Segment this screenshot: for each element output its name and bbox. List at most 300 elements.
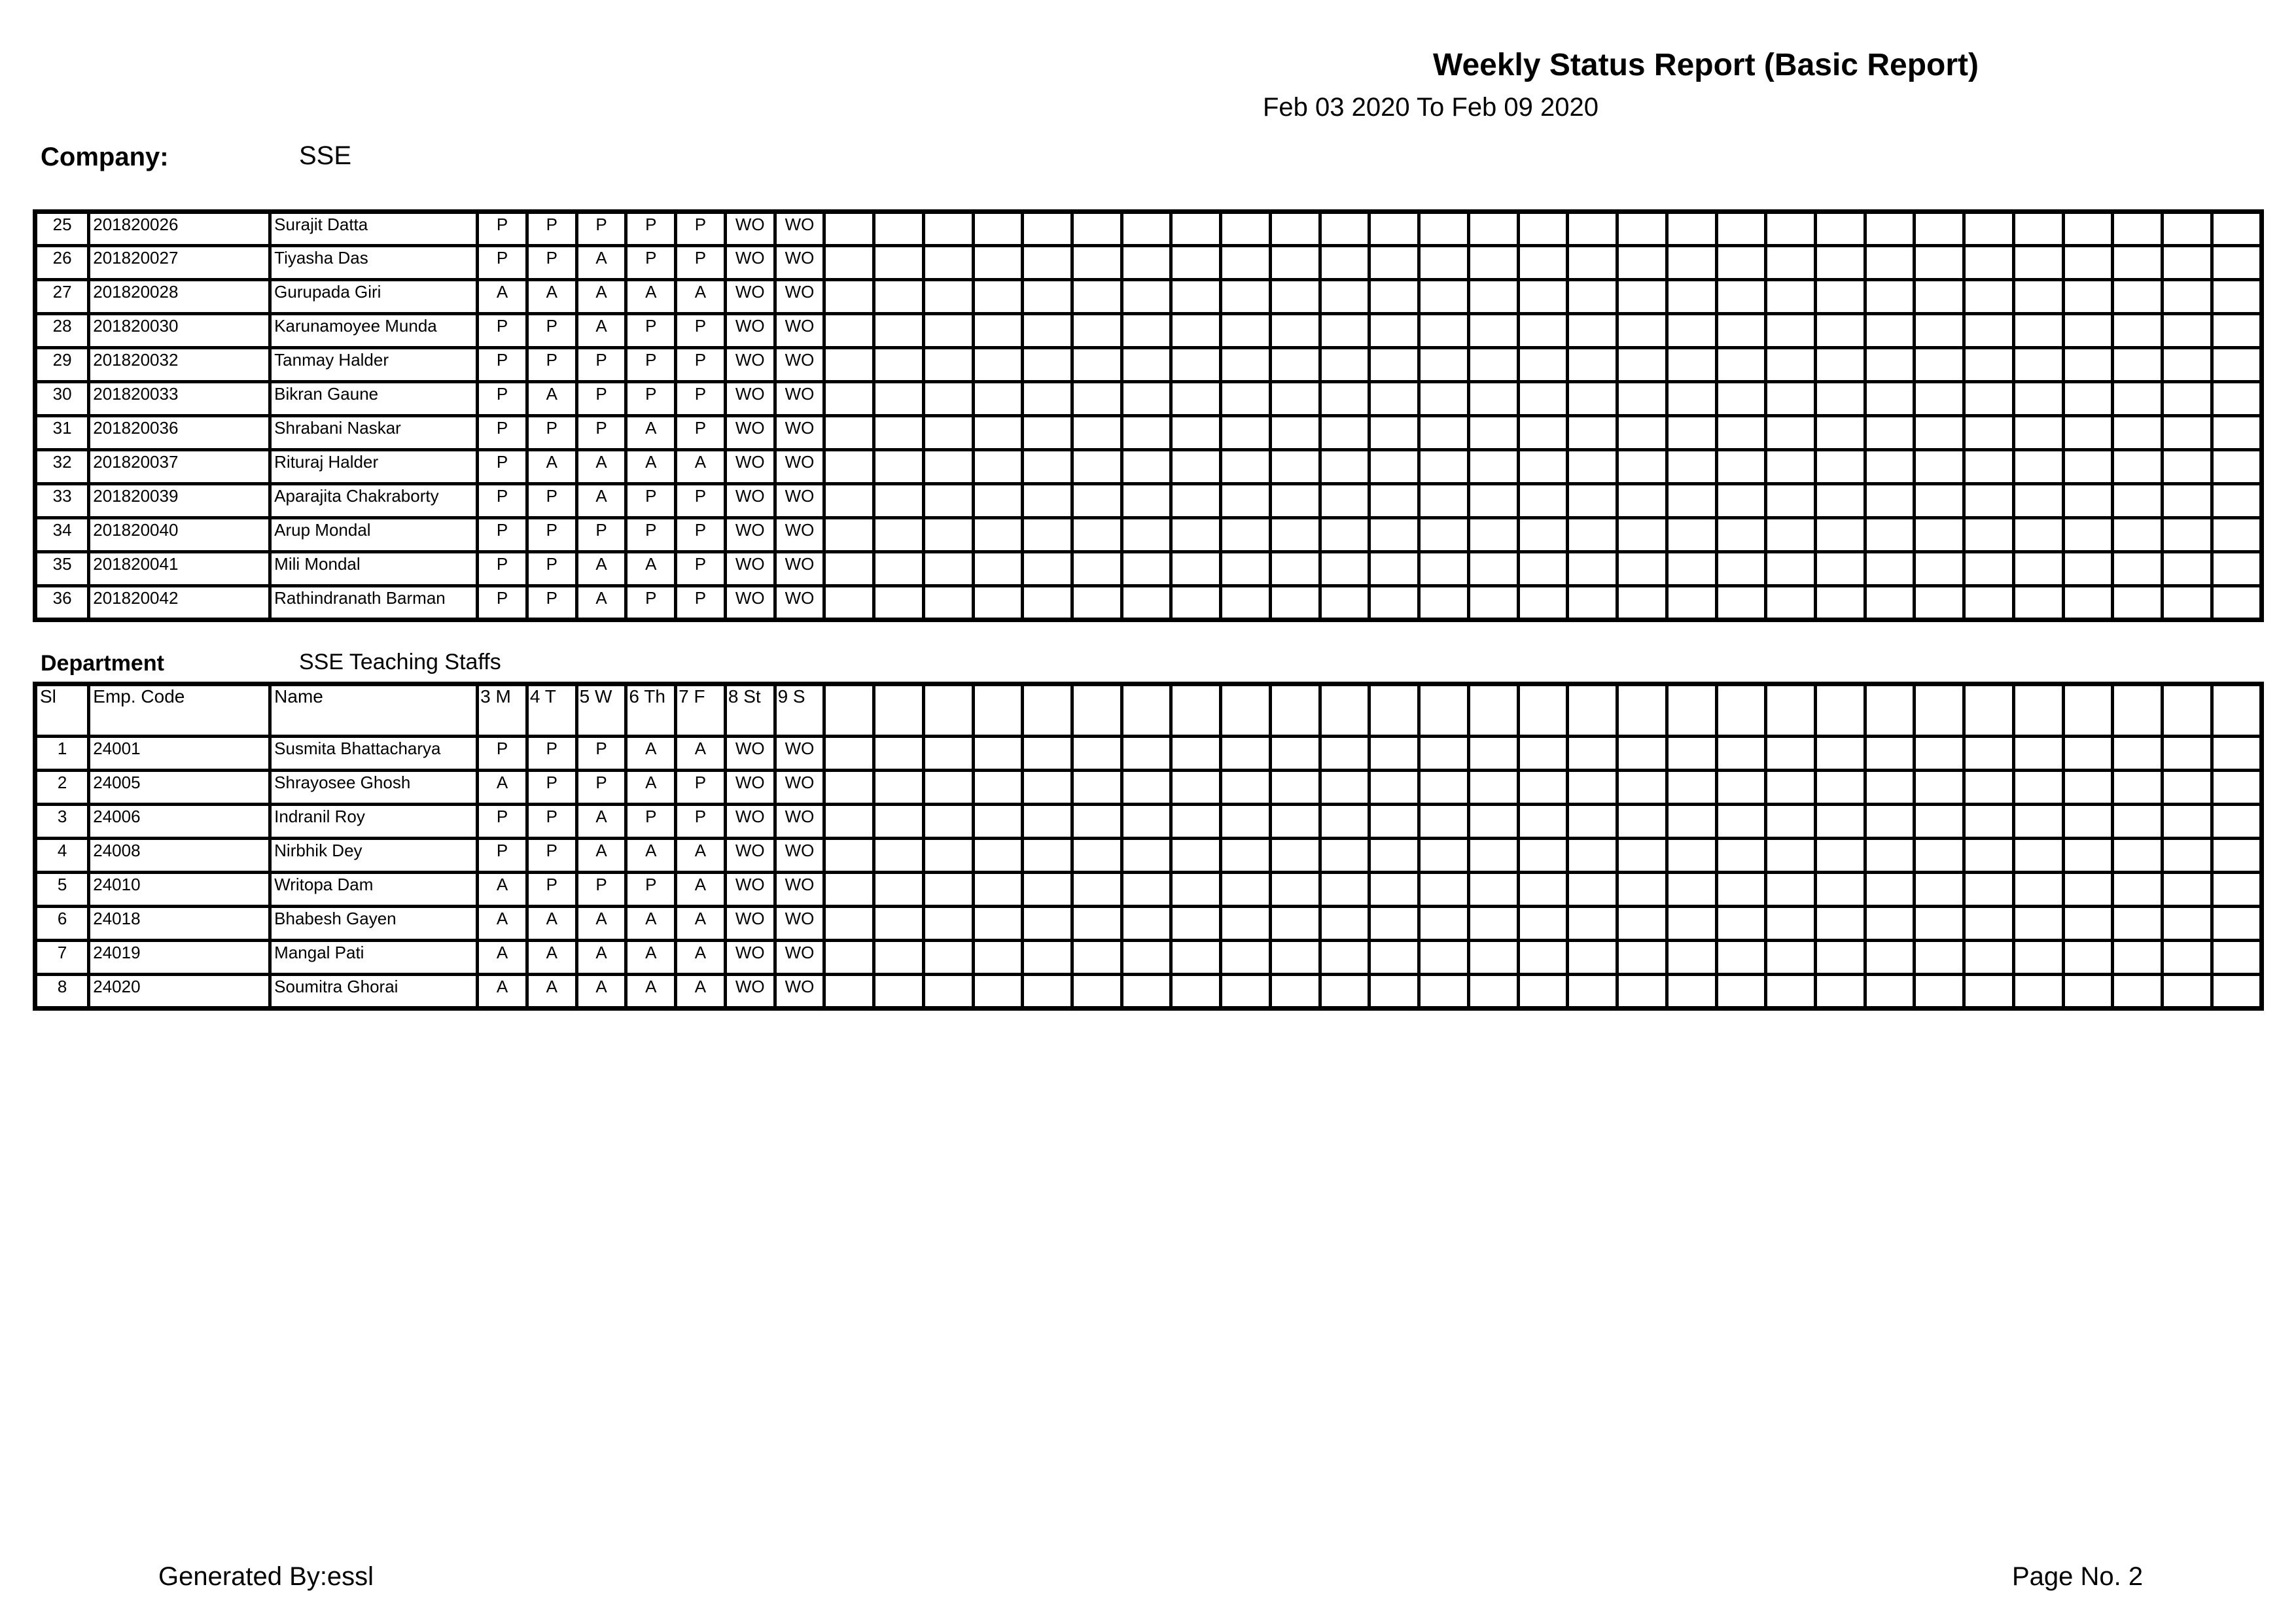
empty-cell: [973, 382, 1023, 416]
empty-cell: [874, 907, 924, 941]
empty-cell: [1122, 552, 1171, 586]
empty-cell: [874, 771, 924, 805]
empty-cell: [2163, 907, 2212, 941]
empty-cell: [1122, 484, 1171, 518]
empty-cell: [1221, 684, 1271, 737]
empty-cell: [2212, 941, 2261, 975]
report-title: Weekly Status Report (Basic Report): [1433, 48, 1979, 82]
empty-cell: [824, 907, 874, 941]
emp-code-cell: 24001: [89, 737, 270, 771]
empty-cell: [874, 314, 924, 348]
empty-cell: [1419, 907, 1469, 941]
empty-cell: [1468, 484, 1518, 518]
empty-cell: [1766, 450, 1816, 484]
empty-cell: [1221, 941, 1271, 975]
day-status-cell: WO: [775, 314, 824, 348]
day-status-cell: P: [478, 246, 527, 280]
day-status-cell: P: [527, 518, 576, 552]
empty-cell: [1122, 280, 1171, 314]
empty-cell: [1023, 737, 1072, 771]
emp-code-cell: 24006: [89, 805, 270, 839]
empty-cell: [1716, 382, 1766, 416]
empty-cell: [2163, 805, 2212, 839]
day-status-cell: WO: [775, 771, 824, 805]
empty-cell: [2163, 684, 2212, 737]
empty-cell: [1518, 450, 1568, 484]
empty-cell: [1369, 839, 1419, 873]
empty-cell: [1568, 684, 1617, 737]
day-status-cell: A: [676, 737, 726, 771]
empty-cell: [1766, 907, 1816, 941]
day-status-cell: P: [527, 314, 576, 348]
empty-cell: [1419, 873, 1469, 907]
empty-cell: [1816, 975, 1865, 1009]
day-status-cell: A: [527, 280, 576, 314]
empty-cell: [1865, 839, 1915, 873]
empty-cell: [1171, 586, 1221, 620]
empty-cell: [1568, 382, 1617, 416]
empty-cell: [1468, 280, 1518, 314]
empty-cell: [1320, 416, 1369, 450]
empty-cell: [1122, 382, 1171, 416]
emp-code-cell: 201820033: [89, 382, 270, 416]
empty-cell: [1568, 941, 1617, 975]
empty-cell: [1270, 382, 1320, 416]
empty-cell: [1667, 907, 1716, 941]
empty-cell: [1468, 314, 1518, 348]
empty-cell: [1072, 975, 1122, 1009]
empty-cell: [1716, 212, 1766, 246]
empty-cell: [1468, 805, 1518, 839]
empty-cell: [1171, 518, 1221, 552]
empty-cell: [1270, 586, 1320, 620]
empty-cell: [1419, 484, 1469, 518]
header-day: 9 S: [775, 684, 824, 737]
empty-cell: [1270, 552, 1320, 586]
empty-cell: [1369, 684, 1419, 737]
empty-cell: [1122, 348, 1171, 382]
empty-cell: [1419, 212, 1469, 246]
header-day: 7 F: [676, 684, 726, 737]
day-status-cell: A: [576, 552, 626, 586]
day-status-cell: WO: [725, 839, 775, 873]
empty-cell: [1419, 737, 1469, 771]
empty-cell: [1667, 839, 1716, 873]
empty-cell: [2212, 518, 2261, 552]
empty-cell: [1270, 450, 1320, 484]
day-status-cell: P: [576, 737, 626, 771]
empty-cell: [824, 771, 874, 805]
day-status-cell: A: [478, 771, 527, 805]
empty-cell: [1915, 518, 1964, 552]
emp-code-cell: 24018: [89, 907, 270, 941]
empty-cell: [2163, 941, 2212, 975]
empty-cell: [1568, 907, 1617, 941]
empty-cell: [1617, 212, 1667, 246]
serial-cell: 30: [35, 382, 89, 416]
empty-cell: [1221, 518, 1271, 552]
serial-cell: 4: [35, 839, 89, 873]
empty-cell: [923, 805, 973, 839]
day-status-cell: A: [576, 280, 626, 314]
empty-cell: [1518, 907, 1568, 941]
empty-cell: [874, 484, 924, 518]
table-row: [35, 873, 2262, 907]
day-status-cell: A: [576, 805, 626, 839]
page-number: Page No. 2: [2012, 1562, 2144, 1591]
empty-cell: [1468, 684, 1518, 737]
empty-cell: [2013, 212, 2063, 246]
day-status-cell: P: [478, 348, 527, 382]
empty-cell: [923, 518, 973, 552]
empty-cell: [1766, 552, 1816, 586]
empty-cell: [1716, 873, 1766, 907]
name-cell: Rathindranath Barman: [270, 586, 478, 620]
empty-cell: [1766, 416, 1816, 450]
day-status-cell: P: [676, 552, 726, 586]
day-status-cell: P: [676, 212, 726, 246]
day-status-cell: WO: [725, 518, 775, 552]
emp-code-cell: 201820028: [89, 280, 270, 314]
day-status-cell: WO: [725, 907, 775, 941]
day-status-cell: A: [626, 975, 676, 1009]
empty-cell: [2212, 280, 2261, 314]
empty-cell: [1270, 348, 1320, 382]
empty-cell: [1518, 246, 1568, 280]
emp-code-cell: 201820040: [89, 518, 270, 552]
empty-cell: [1766, 941, 1816, 975]
empty-cell: [1915, 484, 1964, 518]
empty-cell: [2113, 805, 2163, 839]
empty-cell: [1221, 771, 1271, 805]
empty-cell: [923, 348, 973, 382]
empty-cell: [1072, 552, 1122, 586]
table-row: [35, 518, 2262, 552]
empty-cell: [1023, 518, 1072, 552]
table-row: [35, 805, 2262, 839]
empty-cell: [824, 450, 874, 484]
emp-code-cell: 201820036: [89, 416, 270, 450]
empty-cell: [1865, 805, 1915, 839]
empty-cell: [1865, 348, 1915, 382]
empty-cell: [1122, 805, 1171, 839]
empty-cell: [1468, 907, 1518, 941]
day-status-cell: P: [478, 314, 527, 348]
empty-cell: [1915, 684, 1964, 737]
empty-cell: [1468, 382, 1518, 416]
empty-cell: [2212, 975, 2261, 1009]
name-cell: Nirbhik Dey: [270, 839, 478, 873]
empty-cell: [1915, 737, 1964, 771]
empty-cell: [1023, 684, 1072, 737]
empty-cell: [1518, 280, 1568, 314]
day-status-cell: P: [527, 484, 576, 518]
serial-cell: 26: [35, 246, 89, 280]
empty-cell: [1716, 907, 1766, 941]
empty-cell: [1915, 416, 1964, 450]
day-status-cell: WO: [725, 873, 775, 907]
name-cell: Mangal Pati: [270, 941, 478, 975]
department-value: SSE Teaching Staffs: [299, 650, 501, 674]
empty-cell: [1716, 246, 1766, 280]
empty-cell: [1369, 941, 1419, 975]
day-status-cell: P: [478, 737, 527, 771]
day-status-cell: WO: [775, 552, 824, 586]
day-status-cell: P: [478, 805, 527, 839]
empty-cell: [1667, 518, 1716, 552]
name-cell: Susmita Bhattacharya: [270, 737, 478, 771]
empty-cell: [1270, 684, 1320, 737]
day-status-cell: A: [576, 450, 626, 484]
header-day: 3 M: [478, 684, 527, 737]
empty-cell: [1617, 416, 1667, 450]
empty-cell: [923, 839, 973, 873]
empty-cell: [1766, 839, 1816, 873]
empty-cell: [1171, 873, 1221, 907]
empty-cell: [973, 450, 1023, 484]
empty-cell: [923, 586, 973, 620]
empty-cell: [1320, 484, 1369, 518]
empty-cell: [1518, 314, 1568, 348]
name-cell: Mili Mondal: [270, 552, 478, 586]
empty-cell: [2212, 552, 2261, 586]
emp-code-cell: 24010: [89, 873, 270, 907]
empty-cell: [2013, 684, 2063, 737]
day-status-cell: A: [576, 907, 626, 941]
empty-cell: [1221, 737, 1271, 771]
empty-cell: [1320, 805, 1369, 839]
empty-cell: [1518, 484, 1568, 518]
empty-cell: [1667, 382, 1716, 416]
empty-cell: [1568, 246, 1617, 280]
empty-cell: [923, 484, 973, 518]
empty-cell: [1816, 382, 1865, 416]
empty-cell: [1915, 873, 1964, 907]
empty-cell: [1221, 873, 1271, 907]
empty-cell: [1816, 246, 1865, 280]
empty-cell: [1518, 586, 1568, 620]
serial-cell: 28: [35, 314, 89, 348]
empty-cell: [1816, 873, 1865, 907]
empty-cell: [1915, 348, 1964, 382]
empty-cell: [1617, 771, 1667, 805]
day-status-cell: P: [626, 518, 676, 552]
empty-cell: [874, 552, 924, 586]
empty-cell: [1320, 552, 1369, 586]
empty-cell: [1270, 314, 1320, 348]
day-status-cell: WO: [725, 314, 775, 348]
empty-cell: [1964, 280, 2014, 314]
serial-cell: 32: [35, 450, 89, 484]
empty-cell: [1617, 450, 1667, 484]
empty-cell: [2212, 314, 2261, 348]
name-cell: Soumitra Ghorai: [270, 975, 478, 1009]
emp-code-cell: 24019: [89, 941, 270, 975]
empty-cell: [923, 941, 973, 975]
empty-cell: [1320, 212, 1369, 246]
empty-cell: [1766, 484, 1816, 518]
empty-cell: [973, 484, 1023, 518]
empty-cell: [1667, 771, 1716, 805]
empty-cell: [1865, 246, 1915, 280]
empty-cell: [1964, 382, 2014, 416]
empty-cell: [2063, 246, 2113, 280]
name-cell: Indranil Roy: [270, 805, 478, 839]
empty-cell: [1766, 873, 1816, 907]
day-status-cell: A: [576, 586, 626, 620]
day-status-cell: P: [478, 839, 527, 873]
day-status-cell: A: [626, 771, 676, 805]
empty-cell: [1023, 907, 1072, 941]
empty-cell: [1419, 684, 1469, 737]
table-row: [35, 737, 2262, 771]
empty-cell: [2063, 518, 2113, 552]
empty-cell: [1221, 975, 1271, 1009]
empty-cell: [1865, 586, 1915, 620]
header-day: 4 T: [527, 684, 576, 737]
empty-cell: [1369, 907, 1419, 941]
empty-cell: [973, 348, 1023, 382]
empty-cell: [1270, 280, 1320, 314]
empty-cell: [1369, 873, 1419, 907]
empty-cell: [1369, 975, 1419, 1009]
day-status-cell: WO: [725, 280, 775, 314]
empty-cell: [1915, 212, 1964, 246]
emp-code-cell: 201820030: [89, 314, 270, 348]
day-status-cell: WO: [775, 975, 824, 1009]
day-status-cell: WO: [775, 484, 824, 518]
day-status-cell: WO: [725, 246, 775, 280]
empty-cell: [1964, 314, 2014, 348]
empty-cell: [1617, 484, 1667, 518]
empty-cell: [1122, 907, 1171, 941]
empty-cell: [874, 873, 924, 907]
day-status-cell: P: [676, 484, 726, 518]
empty-cell: [973, 246, 1023, 280]
empty-cell: [1617, 941, 1667, 975]
empty-cell: [1468, 416, 1518, 450]
day-status-cell: P: [626, 484, 676, 518]
empty-cell: [1617, 907, 1667, 941]
empty-cell: [1716, 737, 1766, 771]
empty-cell: [1320, 839, 1369, 873]
table-row: [35, 382, 2262, 416]
empty-cell: [2113, 771, 2163, 805]
serial-cell: 6: [35, 907, 89, 941]
day-status-cell: WO: [775, 382, 824, 416]
empty-cell: [2063, 450, 2113, 484]
empty-cell: [1270, 805, 1320, 839]
empty-cell: [1568, 839, 1617, 873]
empty-cell: [2113, 839, 2163, 873]
empty-cell: [1270, 416, 1320, 450]
empty-cell: [1816, 416, 1865, 450]
empty-cell: [1320, 586, 1369, 620]
day-status-cell: P: [626, 873, 676, 907]
empty-cell: [1716, 280, 1766, 314]
empty-cell: [1915, 907, 1964, 941]
empty-cell: [1716, 314, 1766, 348]
day-status-cell: WO: [725, 941, 775, 975]
empty-cell: [2113, 975, 2163, 1009]
empty-cell: [1072, 737, 1122, 771]
day-status-cell: WO: [775, 805, 824, 839]
empty-cell: [1171, 737, 1221, 771]
empty-cell: [1369, 348, 1419, 382]
empty-cell: [1915, 450, 1964, 484]
empty-cell: [1171, 382, 1221, 416]
empty-cell: [1865, 873, 1915, 907]
company-value: SSE: [299, 141, 352, 170]
empty-cell: [1221, 280, 1271, 314]
empty-cell: [1171, 212, 1221, 246]
empty-cell: [1320, 907, 1369, 941]
empty-cell: [1865, 416, 1915, 450]
empty-cell: [2113, 348, 2163, 382]
empty-cell: [973, 586, 1023, 620]
empty-cell: [1122, 873, 1171, 907]
empty-cell: [1865, 450, 1915, 484]
empty-cell: [2113, 586, 2163, 620]
name-cell: Shrabani Naskar: [270, 416, 478, 450]
empty-cell: [874, 280, 924, 314]
empty-cell: [2163, 246, 2212, 280]
empty-cell: [1369, 771, 1419, 805]
empty-cell: [1171, 941, 1221, 975]
empty-cell: [2113, 246, 2163, 280]
empty-cell: [1766, 348, 1816, 382]
empty-cell: [1468, 975, 1518, 1009]
empty-cell: [1171, 684, 1221, 737]
emp-code-cell: 201820037: [89, 450, 270, 484]
empty-cell: [1667, 975, 1716, 1009]
empty-cell: [2163, 737, 2212, 771]
empty-cell: [1369, 314, 1419, 348]
empty-cell: [2013, 907, 2063, 941]
day-status-cell: A: [626, 839, 676, 873]
empty-cell: [1468, 450, 1518, 484]
day-status-cell: A: [527, 907, 576, 941]
table-header-row: [35, 684, 2262, 737]
empty-cell: [2113, 684, 2163, 737]
empty-cell: [2212, 907, 2261, 941]
empty-cell: [2163, 212, 2212, 246]
empty-cell: [1865, 907, 1915, 941]
empty-cell: [1122, 212, 1171, 246]
empty-cell: [1122, 518, 1171, 552]
empty-cell: [923, 975, 973, 1009]
day-status-cell: WO: [775, 839, 824, 873]
empty-cell: [1667, 314, 1716, 348]
day-status-cell: P: [626, 212, 676, 246]
serial-cell: 7: [35, 941, 89, 975]
day-status-cell: P: [527, 771, 576, 805]
day-status-cell: P: [478, 518, 527, 552]
empty-cell: [1716, 975, 1766, 1009]
empty-cell: [1617, 586, 1667, 620]
empty-cell: [1023, 450, 1072, 484]
day-status-cell: A: [676, 907, 726, 941]
day-status-cell: P: [626, 586, 676, 620]
empty-cell: [1568, 518, 1617, 552]
empty-cell: [1122, 771, 1171, 805]
empty-cell: [1766, 518, 1816, 552]
empty-cell: [1865, 737, 1915, 771]
empty-cell: [1617, 684, 1667, 737]
day-status-cell: P: [576, 771, 626, 805]
empty-cell: [1122, 450, 1171, 484]
empty-cell: [1270, 212, 1320, 246]
